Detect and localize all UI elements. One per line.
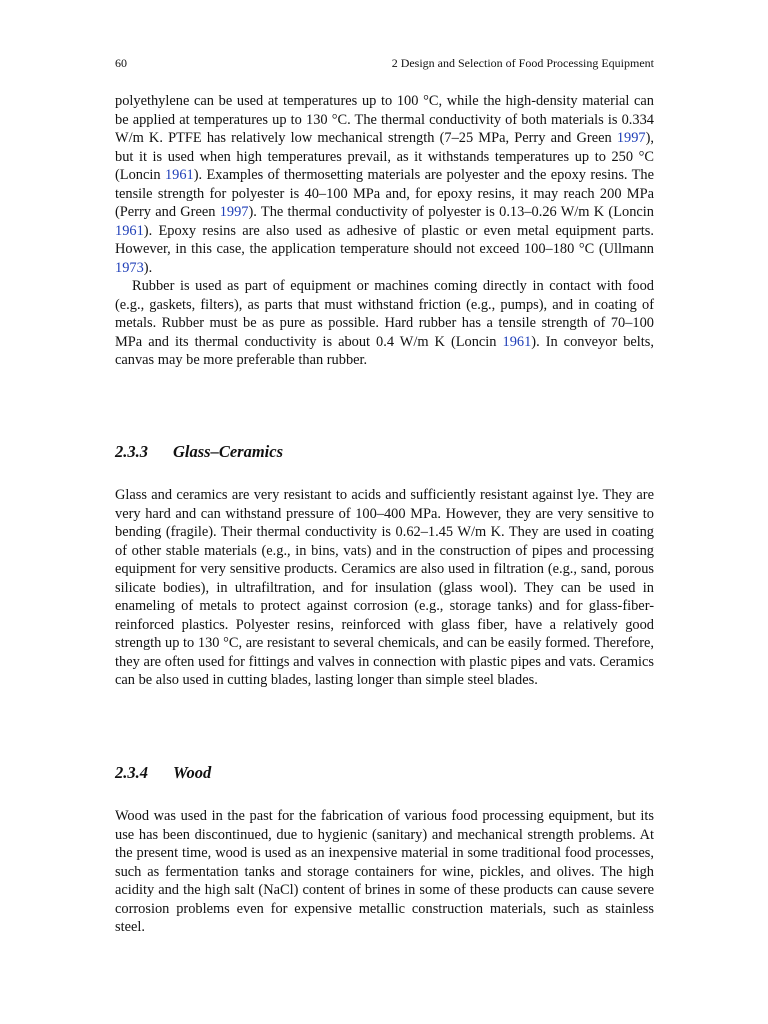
continued-text — [115, 92, 654, 370]
chapter-title: 2 Design and Selection of Food Processing Equipment — [391, 56, 654, 70]
text-run: Rubber is used as part of equipment or machines coming directly in contact with food (e.g., gaskets, filters), as parts that must withstand friction (e.g., pumps), and in coating of metals. Rubber must be as pure as possible. Hard rubber has a tensile strength of 70–100 MPa and its thermal conductivity is about 0.4 W/m K (Loncin — [115, 278, 654, 350]
text-run: polyethylene can be used at temperatures up to 100 °C, while the high-density material can be applied at temperatures up to 130 °C. The thermal conductivity of both materials is 0.334 W/m K. PTFE has relatively low mechanical strength (7–25 MPa, Perry and Green — [115, 93, 654, 146]
section-heading-wood — [115, 762, 211, 784]
paragraph-glass-ceramics: Glass and ceramics are very resistant to acids and sufficiently resistant against lye. They are very hard and can withstand pressure of 100–400 MPa. However, they are very sensitive to bending (fragile). Their thermal conductivity is 0.62–1.45 W/m K. They are used in coating of other stable materials (e.g., in bins, vats) and in the construction of pipes and processing equipment for very sensitive products. Ceramics are also used in filtration (e.g., sand, porous silicate bodies), in ultrafiltration, and for insulation (glass wool). They can be used in enameling of metals to protect against corrosion (e.g., storage tanks) and for glass-fiber-reinforced plastics. Polyester resins, reinforced with glass fiber, have a relatively good strength up to 130 °C, are resistant to several chemicals, and can be easily formed. Therefore, they are often used for fittings and valves in connection with plastic pipes and vats. Ceramics can be also used in cutting blades, lasting longer than simple steel blades. — [115, 487, 654, 688]
running-head — [115, 55, 654, 71]
section-number: 2.3.4 — [115, 763, 148, 782]
section-title: Wood — [173, 763, 212, 782]
text-run: ), but it is used when high temperatures prevail, as it withstands temperatures up to 250 °C (Loncin — [115, 130, 654, 183]
page-number: 60 — [115, 56, 127, 70]
text-run: ). Examples of thermosetting materials are polyester and the epoxy resins. The tensile strength for polyester is 40–100 MPa and, for epoxy resins, it may reach 200 MPa (Perry and Green — [115, 167, 655, 220]
paragraph-wood: Wood was used in the past for the fabrication of various food processing equipment, but its use has been discontinued, due to hygienic (sanitary) and mechanical strength problems. At the present time, wood is used as an inexpensive material in some traditional food processes, such as fermentation tanks and storage containers for wine, pickles, and olives. The high acidity and the high salt (NaCl) content of brines in some of these products can cause severe corrosion problems even for expensive metallic construction materials, such as stainless steel. — [115, 808, 654, 935]
text-run: ). The thermal conductivity of polyester is 0.13–0.26 W/m K (Loncin — [248, 204, 654, 220]
citation-link[interactable]: 1997 — [219, 204, 249, 220]
citation-link[interactable]: 1961 — [502, 333, 532, 350]
text-run: ). Epoxy resins are also used as adhesive of plastic or even metal equipment parts. However, in this case, the application temperature should not exceed 100–180 °C (Ullmann — [115, 222, 654, 257]
section-number: 2.3.3 — [115, 442, 148, 461]
section-body-wood — [115, 807, 654, 937]
citation-link[interactable]: 1961 — [115, 222, 144, 239]
citation-link[interactable]: 1973 — [115, 259, 144, 276]
paragraph-rubber — [115, 277, 654, 370]
section-body-glass-ceramics — [115, 486, 654, 690]
citation-link[interactable]: 1961 — [164, 167, 194, 183]
text-run: ). In conveyor belts, canvas may be more preferable than rubber. — [115, 333, 655, 368]
paragraph-plastics — [115, 92, 654, 277]
citation-link[interactable]: 1997 — [616, 130, 646, 146]
section-title: Glass–Ceramics — [173, 442, 284, 461]
text-run: ). — [143, 259, 153, 276]
section-heading-glass-ceramics — [115, 441, 283, 463]
